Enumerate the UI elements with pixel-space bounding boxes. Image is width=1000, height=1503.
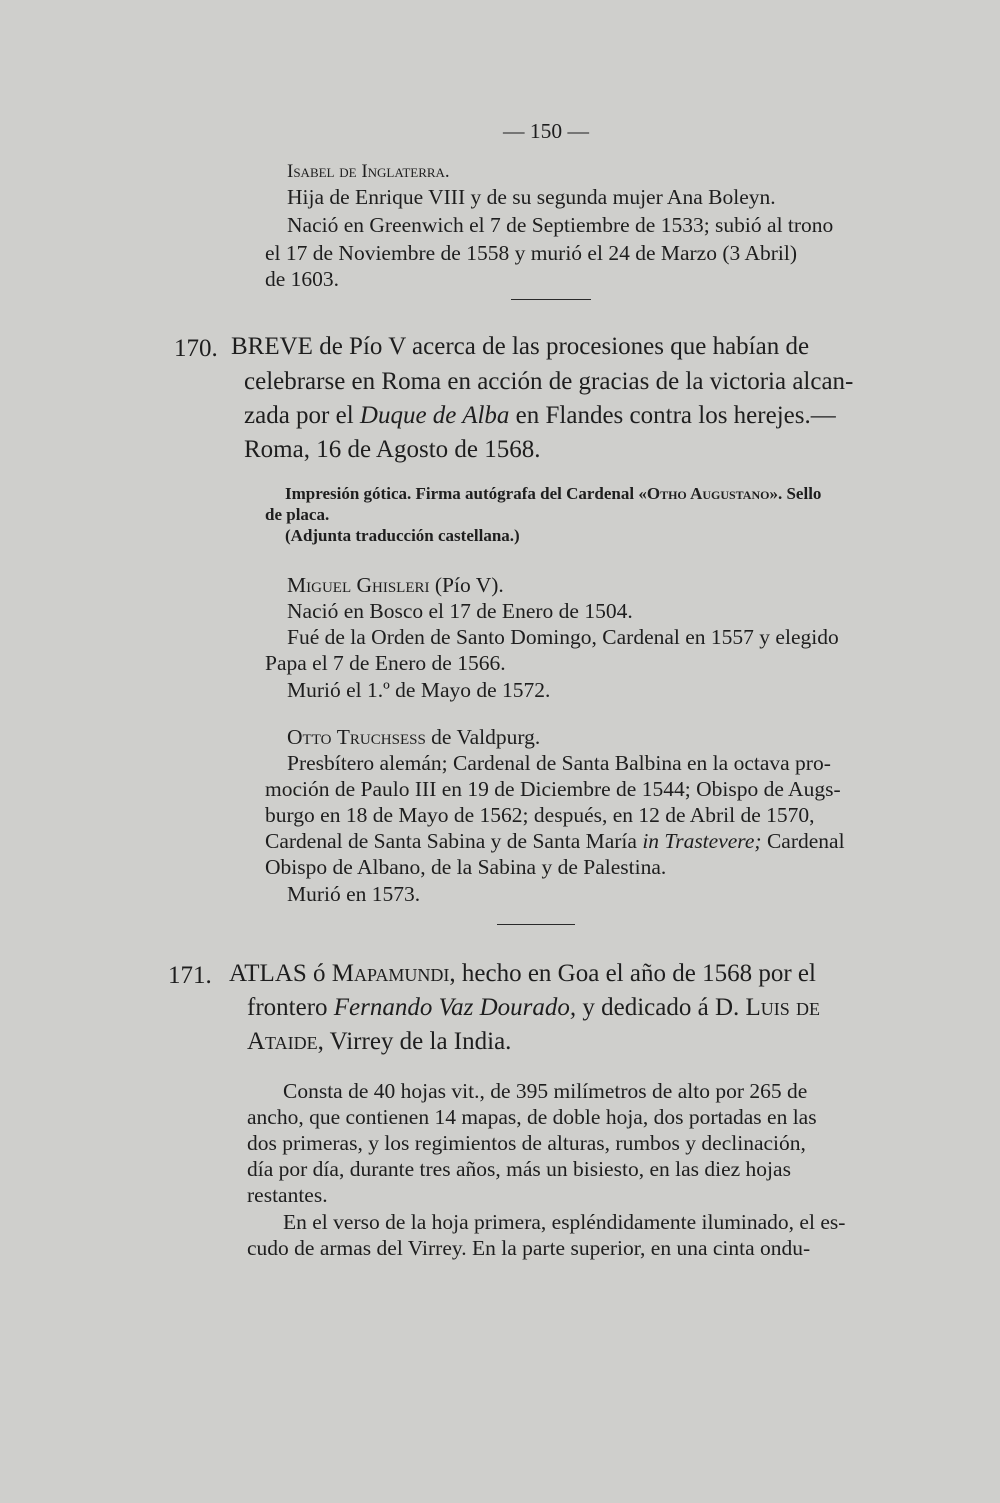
entry-171-l2-a: frontero <box>247 994 328 1021</box>
otto-line-2: Presbítero alemán; Cardenal de Santa Balbina en la octava pro- <box>287 751 831 775</box>
entry-171-body-7: cudo de armas del Virrey. En la parte superior, en una cinta ondu- <box>247 1236 811 1260</box>
entry-171-l3-b: Virrey de la India. <box>329 1028 512 1055</box>
miguel-line-4: Papa el 7 de Enero de 1566. <box>265 651 506 675</box>
entry-170-note-line-3: (Adjunta traducción castellana.) <box>285 526 520 545</box>
entry-171-body-5: restantes. <box>247 1183 328 1207</box>
otto-trastevere: in Trastevere; <box>642 829 762 853</box>
otto-line-7: Murió en 1573. <box>287 882 421 906</box>
otto-name-2: Truchsess <box>336 725 426 749</box>
entry-171-fernando: Fernando Vaz Dourado, <box>333 994 577 1021</box>
entry-171-mapamundi: Mapamundi, <box>331 960 456 987</box>
entry-171-ataide: Ataide, <box>247 1028 324 1055</box>
entry-171-luis-de: Luis de <box>745 994 821 1021</box>
entry-170-number: 170. <box>174 335 218 362</box>
otto-name-1: Otto <box>287 725 332 749</box>
entry-171-body-1: Consta de 40 hojas vit., de 395 milímetros de alto por 265 de <box>283 1079 808 1103</box>
entry-171-title-line-1 <box>229 958 816 990</box>
page-number: — 150 — <box>503 119 589 143</box>
entry-170-note-post: ». Sello <box>769 484 822 503</box>
miguel-line-5: Murió el 1.º de Mayo de 1572. <box>287 678 551 702</box>
separator-rule-2 <box>497 924 575 925</box>
separator-rule <box>511 299 591 300</box>
otto-name-rest: de Valdpurg. <box>431 725 541 749</box>
entry-170-title-rest: de Pío V acerca de las procesiones que habían de <box>319 333 810 360</box>
entry-170-title-line-3 <box>244 400 836 432</box>
otto-line-6: Obispo de Albano, de la Sabina y de Palestina. <box>265 855 667 879</box>
entry-170-title-word: BREVE <box>231 333 313 360</box>
entry-170-note-line-1 <box>285 483 821 505</box>
otto-line-3: moción de Paulo III en 19 de Diciembre de 1544; Obispo de Augs- <box>265 777 841 801</box>
miguel-heading <box>287 571 504 599</box>
miguel-name: Miguel Ghisleri <box>287 573 430 597</box>
entry-171-l1-b: hecho en Goa el año de 1568 por el <box>461 960 816 987</box>
entry-170-note-line-2: de placa. <box>265 505 330 524</box>
entry-170-title-line-2: celebrarse en Roma en acción de gracias de la victoria alcan- <box>244 368 854 395</box>
entry-171-body-4: día por día, durante tres años, más un bisiesto, en las diez hojas <box>247 1157 791 1181</box>
isabel-line-1: Hija de Enrique VIII y de su segunda mujer Ana Boleyn. <box>287 185 776 209</box>
entry-171-body-3: dos primeras, y los regimientos de alturas, rumbos y declinación, <box>247 1131 806 1155</box>
isabel-line-4: de 1603. <box>265 267 340 291</box>
entry-171-number: 171. <box>168 962 212 989</box>
entry-171-title-line-3 <box>247 1026 511 1058</box>
isabel-line-2: Nació en Greenwich el 7 de Septiembre de 1533; subió al trono <box>287 213 834 237</box>
miguel-line-3: Fué de la Orden de Santo Domingo, Cardenal en 1557 y elegido <box>287 625 839 649</box>
otto-line-4: burgo en 18 de Mayo de 1562; después, en 12 de Abril de 1570, <box>265 803 815 827</box>
entry-170-note-pre: Impresión gótica. Firma autógrafa del Cardenal « <box>285 484 647 503</box>
entry-170-title-line-1 <box>231 331 809 363</box>
otto-l5-pre: Cardenal de Santa Sabina y de Santa María <box>265 829 637 853</box>
isabel-line-3: el 17 de Noviembre de 1558 y murió el 24 de Marzo (3 Abril) <box>265 241 797 265</box>
entry-171-l2-b: y dedicado á D. <box>582 994 740 1021</box>
entry-170-l3-post: en Flandes contra los herejes.— <box>515 402 836 429</box>
entry-171-title-line-2 <box>247 992 820 1024</box>
entry-170-l3-pre: zada por el <box>244 402 354 429</box>
entry-171-l1-a: ATLAS ó <box>229 960 326 987</box>
otto-heading <box>287 723 540 751</box>
miguel-name-rest: (Pío V). <box>434 573 504 597</box>
isabel-heading: Isabel de Inglaterra. <box>287 161 450 182</box>
entry-171-body-2: ancho, que contienen 14 mapas, de doble hoja, dos portadas en las <box>247 1105 817 1129</box>
entry-170-note-otho: Otho Augustano <box>646 484 770 503</box>
otto-l5-post: Cardenal <box>766 829 845 853</box>
miguel-line-2: Nació en Bosco el 17 de Enero de 1504. <box>287 599 633 623</box>
entry-170-title-line-4: Roma, 16 de Agosto de 1568. <box>244 436 541 463</box>
otto-line-5 <box>265 827 845 855</box>
entry-171-body-6: En el verso de la hoja primera, espléndidamente iluminado, el es- <box>283 1210 846 1234</box>
entry-170-duque-de-alba: Duque de Alba <box>359 402 510 429</box>
